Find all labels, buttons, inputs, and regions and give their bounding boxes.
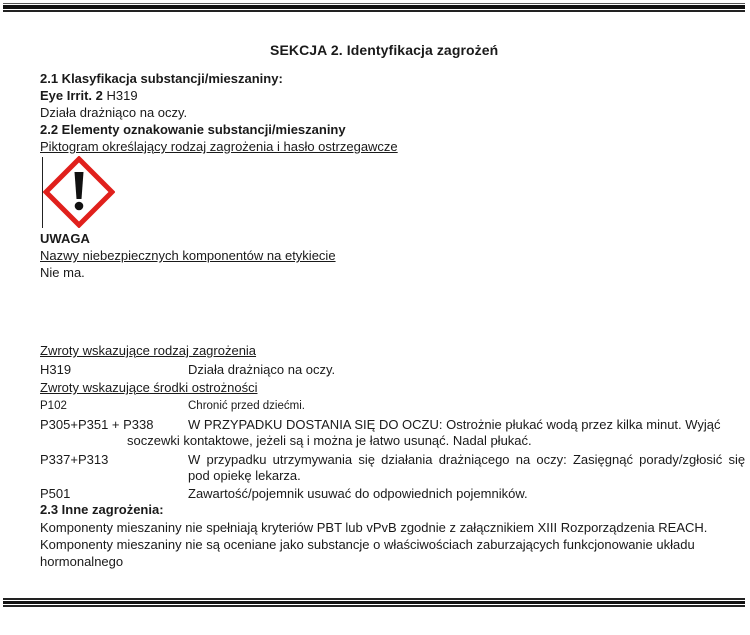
precaution-code-p102: P102 xyxy=(40,400,67,412)
s22-heading: 2.2 Elementy oznakowanie substancji/mieszaniny xyxy=(40,122,346,137)
precaution-code-p501: P501 xyxy=(40,486,71,501)
precaution-text-p337-cont: pod opiekę lekarza. xyxy=(188,468,301,483)
precaution-text-p501: Zawartość/pojemnik usuwać do odpowiednich pojemników. xyxy=(188,486,528,501)
classification-category: Eye Irrit. 2 xyxy=(40,88,103,103)
precaution-code-p337: P337+P313 xyxy=(40,452,109,467)
hazard-text: Działa drażniąco na oczy. xyxy=(188,362,336,377)
signal-word: UWAGA xyxy=(40,231,90,246)
ghs07-exclamation-mark-icon xyxy=(43,156,115,228)
classification-code: H319 xyxy=(102,88,138,103)
pictogram-label: Piktogram określający rodzaj zagrożenia i hasło ostrzegawcze xyxy=(40,139,398,154)
hazard-statements-label: Zwroty wskazujące rodzaj zagrożenia xyxy=(40,343,257,358)
precaution-code-p305: P305+P351 + P338 xyxy=(40,417,154,432)
components-label: Nazwy niebezpiecznych komponentów na etykiecie xyxy=(40,248,336,263)
s21-classification xyxy=(40,88,138,103)
bottom-border-rule xyxy=(3,598,745,608)
precaution-text-p337: W przypadku utrzymywania się działania drażniącego na oczy: Zasięgnąć porady/zgłosić się xyxy=(188,452,746,467)
precaution-statements-label: Zwroty wskazujące środki ostrożności xyxy=(40,380,258,395)
section-title: SEKCJA 2. Identyfikacja zagrożeń xyxy=(270,42,499,58)
components-value: Nie ma. xyxy=(40,265,85,280)
top-border-rule xyxy=(3,3,745,13)
precaution-text-p102: Chronić przed dziećmi. xyxy=(188,400,305,412)
hazard-code: H319 xyxy=(40,362,72,377)
s23-line-1: Komponenty mieszaniny nie spełniają kryteriów PBT lub vPvB zgodnie z załącznikiem XIII Rozporządzenia REACH. xyxy=(40,520,708,535)
s23-line-2: Komponenty mieszaniny nie są oceniane jako substancje o właściwościach zaburzających funkcjonowanie układu xyxy=(40,537,695,552)
s21-heading: 2.1 Klasyfikacja substancji/mieszaniny: xyxy=(40,71,283,86)
precaution-text-p305-cont: soczewki kontaktowe, jeżeli są i można je łatwo usunąć. Nadal płukać. xyxy=(127,433,532,448)
precaution-text-p305: W PRZYPADKU DOSTANIA SIĘ DO OCZU: Ostrożnie płukać wodą przez kilka minut. Wyjąć xyxy=(188,417,721,432)
s23-line-3: hormonalnego xyxy=(40,554,124,569)
s21-description: Działa drażniąco na oczy. xyxy=(40,105,188,120)
s23-heading: 2.3 Inne zagrożenia: xyxy=(40,502,164,517)
